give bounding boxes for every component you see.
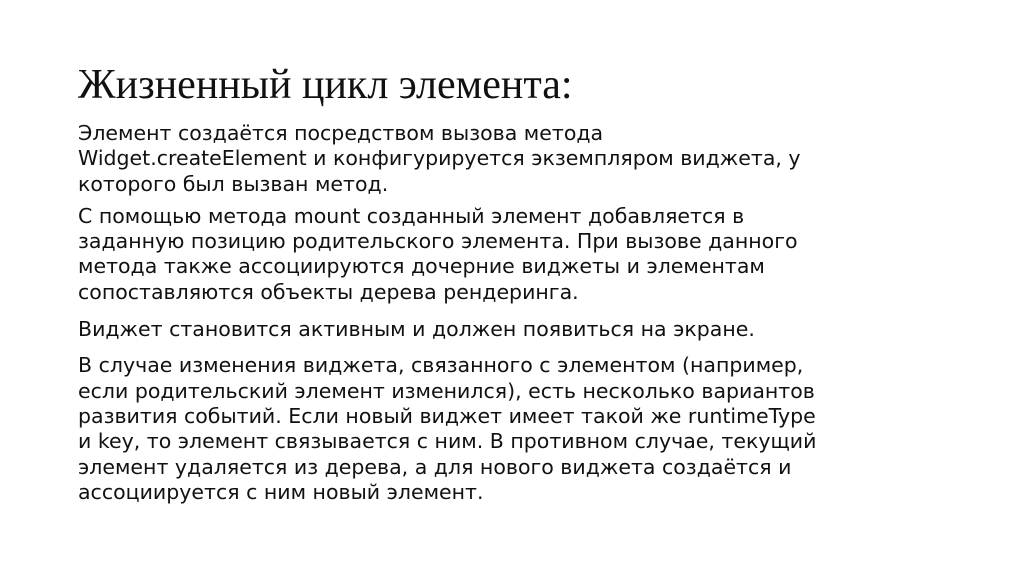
text-line: ассоциируется с ним новый элемент. <box>78 479 484 504</box>
text-line: если родительский элемент изменился), есть несколько вариантов <box>78 378 815 403</box>
paragraph-update <box>78 353 958 505</box>
text-line: заданную позицию родительского элемента. При вызове данного <box>78 229 798 254</box>
text-line: С помощью метода mount созданный элемент добавляется в <box>78 203 745 228</box>
paragraph-mount <box>78 204 958 305</box>
paragraph-active <box>78 317 958 342</box>
text-line: Элемент создаётся посредством вызова метода <box>78 121 604 145</box>
text-line: элемент удаляется из дерева, а для нового виджета создаётся и <box>78 454 792 479</box>
text-line: Widget.createElement и конфигурируется экземпляром виджета, у <box>78 146 801 171</box>
text-line: метода также ассоциируются дочерние виджеты и элементам <box>78 254 765 279</box>
text-line: и key, то элемент связывается с ним. В противном случае, текущий <box>78 429 817 454</box>
slide-body <box>78 121 958 505</box>
text-line: которого был вызван метод. <box>78 171 389 196</box>
text-line: сопоставляются объекты дерева рендеринга. <box>78 279 579 304</box>
text-line: Виджет становится активным и должен появиться на экране. <box>78 317 755 342</box>
text-line: В случае изменения виджета, связанного с элементом (например, <box>78 353 804 378</box>
text-line: развития событий. Если новый виджет имеет такой же runtimeType <box>78 403 816 428</box>
paragraph-element-creation <box>78 121 958 197</box>
slide-title: Жизненный цикл элемента: <box>78 62 573 108</box>
